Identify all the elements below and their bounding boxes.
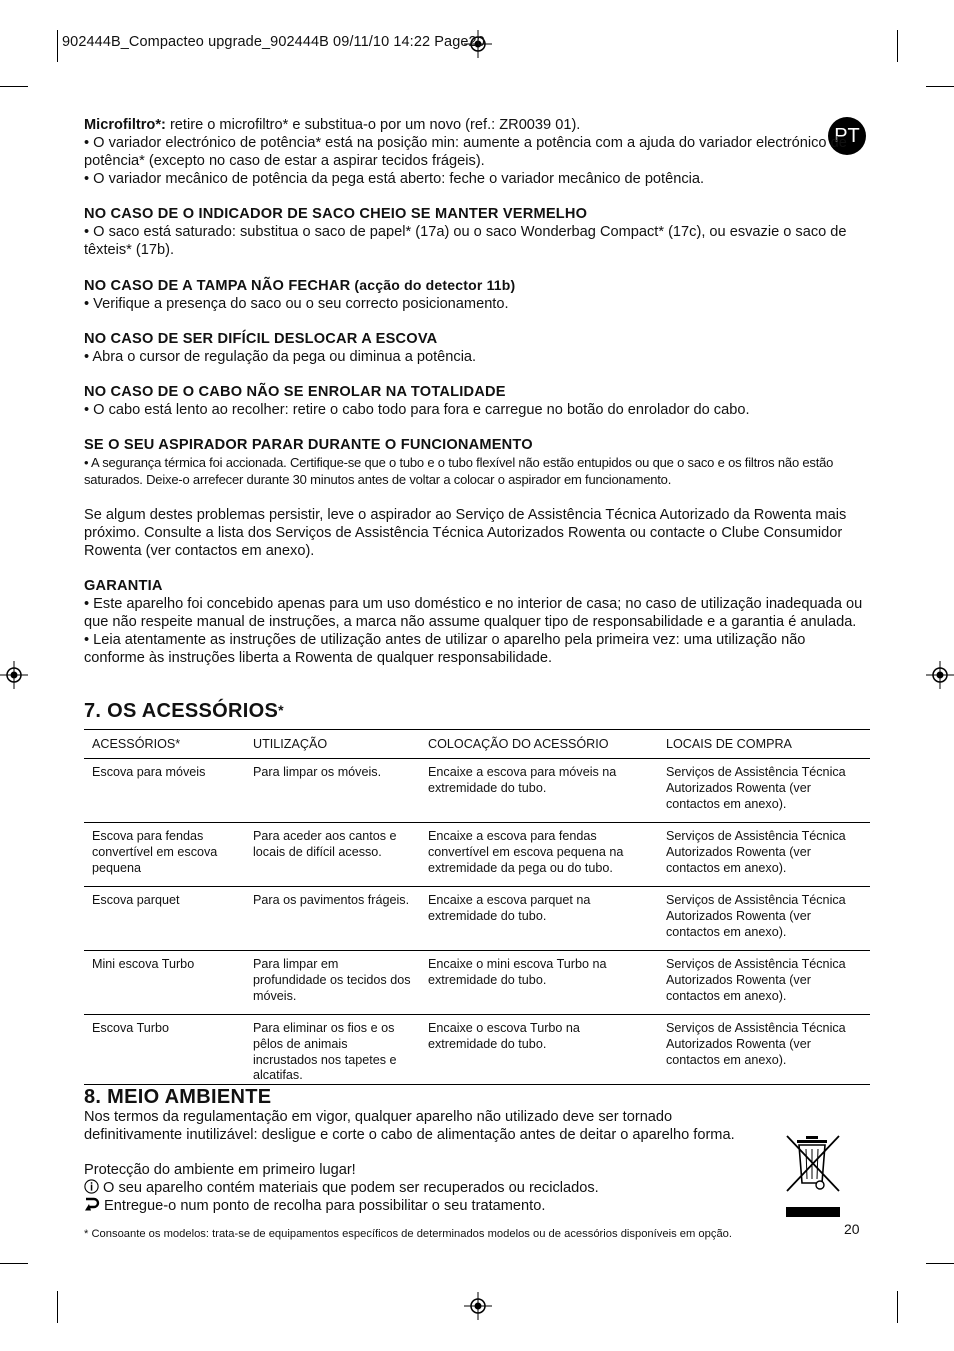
table-cell: Encaixe o escova Turbo na extremidade do tubo.: [420, 1015, 658, 1085]
table-cell: Escova Turbo: [84, 1015, 245, 1085]
bullet-item: • Verifique a presença do saco ou o seu correcto posicionamento.: [84, 296, 509, 312]
crop-mark: [57, 30, 58, 62]
environment-section: [84, 1108, 774, 1215]
crop-mark: [926, 1263, 954, 1264]
table-row: [84, 823, 870, 887]
table-cell: Serviços de Assistência Técnica Autorizados Rowenta (ver contactos em anexo).: [658, 1015, 870, 1085]
table-row: [84, 759, 870, 823]
table-cell: Encaixe a escova parquet na extremidade do tubo.: [420, 887, 658, 951]
table-cell: Serviços de Assistência Técnica Autorizados Rowenta (ver contactos em anexo).: [658, 951, 870, 1015]
bullet-item: • Leia atentamente as instruções de utilização antes de utilizar o aparelho pela primeira vez: uma utilização não conforme às instruções liberta a Rowenta de qualquer responsabilidade.: [84, 632, 806, 666]
microfiltro-label: Microfiltro*:: [84, 117, 166, 133]
warranty-heading: GARANTIA: [84, 578, 163, 594]
table-cell: Encaixe a escova para fendas convertível em escova pequena na extremidade da pega ou do tubo.: [420, 823, 658, 887]
table-cell: Serviços de Assistência Técnica Autorizados Rowenta (ver contactos em anexo).: [658, 823, 870, 887]
table-cell: Serviços de Assistência Técnica Autorizados Rowenta (ver contactos em anexo).: [658, 759, 870, 823]
recycle-text: O seu aparelho contém materiais que podem ser recuperados ou reciclados.: [99, 1180, 599, 1196]
column-header: COLOCAÇÃO DO ACESSÓRIO: [420, 730, 658, 759]
recycle-arrow-icon: [84, 1197, 100, 1212]
bullet-item: • A segurança térmica foi accionada. Certifique-se que o tubo e o tubo flexível não estão entupidos ou que o saco e os filtros não estão saturados. Deixe-o arrefecer durante 30 minutos antes de voltar a colocar o aspirador em funcionamento.: [84, 455, 834, 487]
table-row: [84, 887, 870, 951]
table-cell: Para limpar os móveis.: [245, 759, 420, 823]
registration-mark-icon: [0, 661, 28, 689]
table-header-row: [84, 730, 870, 759]
accessories-table: [84, 729, 870, 1085]
collect-text: Entregue-o num ponto de recolha para possibilitar o seu tratamento.: [100, 1198, 546, 1214]
table-cell: Escova parquet: [84, 887, 245, 951]
environment-intro: Nos termos da regulamentação em vigor, qualquer aparelho não utilizado deve ser tornado definitivamente inutilizável: desligue e corte o cabo de alimentação antes de deitar o aparelho forma.: [84, 1109, 735, 1143]
bullet-item: • O variador electrónico de potência* está na posição min: aumente a potência com a ajuda do variador electrónico de potência* (excepto no caso de estar a aspirar tecidos frágeis).: [84, 135, 847, 169]
crossed-bin-icon: [784, 1133, 842, 1219]
section-heading: NO CASO DE O CABO NÃO SE ENROLAR NA TOTALIDADE: [84, 384, 506, 400]
section-heading: SE O SEU ASPIRADOR PARAR DURANTE O FUNCIONAMENTO: [84, 437, 533, 453]
environment-title: 8. MEIO AMBIENTE: [84, 1086, 272, 1108]
bullet-item: • Este aparelho foi concebido apenas para um uso doméstico e no interior de casa; no caso de utilização inadequada ou que não respeite manual de instruções, a marca não assume qualquer tipo de responsabilidade e a garantia é anulada.: [84, 596, 863, 630]
microfiltro-text: retire o microfiltro* e substitua-o por um novo (ref.: ZR0039 01).: [165, 117, 581, 133]
table-cell: Para os pavimentos frágeis.: [245, 887, 420, 951]
lid-heading-note: (acção do detector 11b): [350, 277, 516, 293]
crop-mark: [897, 30, 898, 62]
table-cell: Para eliminar os fios e os pêlos de animais incrustados nos tapetes e alcatifas.: [245, 1015, 420, 1085]
section-heading: NO CASO DE SER DIFÍCIL DESLOCAR A ESCOVA: [84, 331, 438, 347]
print-slug: 902444B_Compacteo upgrade_902444B 09/11/10 14:22 Page20: [62, 34, 485, 50]
table-cell: Escova para fendas convertível em escova pequena: [84, 823, 245, 887]
crop-mark: [897, 1291, 898, 1323]
accessories-title-text: 7. OS ACESSÓRIOS: [84, 700, 279, 722]
lid-heading-text: NO CASO DE A TAMPA NÃO FECHAR: [84, 278, 351, 294]
section-heading: NO CASO DE O INDICADOR DE SACO CHEIO SE MANTER VERMELHO: [84, 206, 588, 222]
crop-mark: [0, 86, 28, 87]
section-heading: [84, 276, 864, 295]
crop-mark: [57, 1291, 58, 1323]
table-row: [84, 951, 870, 1015]
table-cell: Escova para móveis: [84, 759, 245, 823]
table-row: [84, 1015, 870, 1085]
language-badge: PT: [828, 117, 866, 155]
table-cell: Mini escova Turbo: [84, 951, 245, 1015]
footnote: * Consoante os modelos: trata-se de equipamentos específicos de determinados modelos ou de acessórios disponíveis em opção.: [84, 1228, 733, 1240]
bullet-item: • O variador mecânico de potência da pega está aberto: feche o variador mecânico de potência.: [84, 171, 705, 187]
registration-mark-icon: [926, 661, 954, 689]
persist-paragraph: Se algum destes problemas persistir, leve o aspirador ao Serviço de Assistência Técnica Autorizado da Rowenta mais próximo. Consulte a lista dos Serviços de Assistência Técnica Autorizados Rowenta ou contacte o Clube Consumidor Rowenta (ver contactos em anexo).: [84, 507, 847, 559]
crop-mark: [0, 1263, 28, 1264]
table-cell: Serviços de Assistência Técnica Autorizados Rowenta (ver contactos em anexo).: [658, 887, 870, 951]
troubleshooting-section: [84, 116, 864, 667]
table-cell: Para aceder aos cantos e locais de difícil acesso.: [245, 823, 420, 887]
table-cell: Para limpar em profundidade os tecidos dos móveis.: [245, 951, 420, 1015]
microfiltro-paragraph: [84, 116, 864, 134]
page-number: 20: [844, 1221, 860, 1237]
table-cell: Encaixe o mini escova Turbo na extremidade do tubo.: [420, 951, 658, 1015]
column-header: UTILIZAÇÃO: [245, 730, 420, 759]
column-header: ACESSÓRIOS*: [84, 730, 245, 759]
bullet-item: • O saco está saturado: substitua o saco de papel* (17a) ou o saco Wonderbag Compact* (17c), ou esvazie o saco de têxteis* (17b).: [84, 224, 847, 258]
registration-mark-icon: [464, 1292, 492, 1320]
bullet-item: • O cabo está lento ao recolher: retire o cabo todo para fora e carregue no botão do enrolador do cabo.: [84, 402, 750, 418]
table-cell: Encaixe a escova para móveis na extremidade do tubo.: [420, 759, 658, 823]
accessories-title: [84, 700, 284, 723]
accessories-title-mark: *: [278, 702, 284, 718]
environment-collect-line: [84, 1197, 774, 1215]
info-icon: [84, 1179, 99, 1194]
crop-mark: [926, 86, 954, 87]
column-header: LOCAIS DE COMPRA: [658, 730, 870, 759]
bullet-item: • Abra o cursor de regulação da pega ou diminua a potência.: [84, 349, 477, 365]
environment-recycle-line: [84, 1179, 774, 1197]
environment-protect: Protecção do ambiente em primeiro lugar!: [84, 1162, 356, 1178]
